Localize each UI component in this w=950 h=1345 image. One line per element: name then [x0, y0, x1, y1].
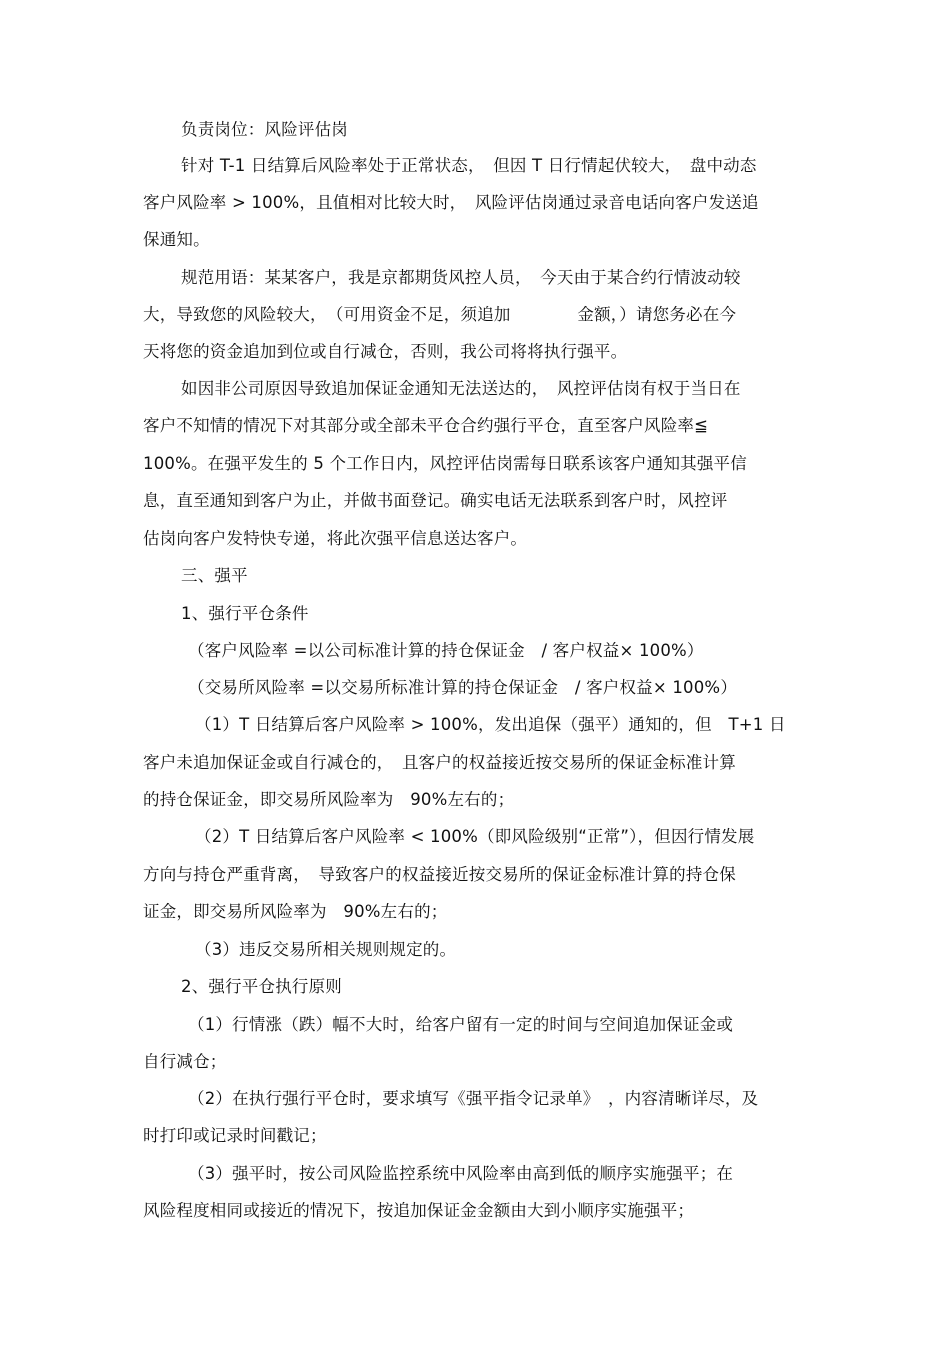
text-line: 客户不知情的情况下对其部分或全部未平仓合约强行平仓，直至客户风险率≦: [143, 416, 709, 435]
subsection-heading: 2、强行平仓执行原则: [181, 977, 342, 996]
text-line: 保通知。: [143, 230, 210, 249]
text-line: （3）强平时，按公司风险监控系统中风险率由高到低的顺序实施强平；在: [188, 1164, 734, 1183]
text-line: 100%。在强平发生的 5 个工作日内，风控评估岗需每日联系该客户通知其强平信: [143, 454, 747, 473]
text-line: 大，导致您的风险较大， （可用资金不足，须追加 金额，）请您务必在今: [143, 305, 737, 324]
text-line: 风险程度相同或接近的情况下，按追加保证金金额由大到小顺序实施强平；: [143, 1201, 695, 1220]
text-line: （2）T 日结算后客户风险率 < 100%（即风险级别“正常”），但因行情发展: [195, 827, 755, 846]
text-line: （3）违反交易所相关规则规定的。: [195, 940, 457, 959]
formula-line: （客户风险率 =以公司标准计算的持仓保证金 / 客户权益× 100%）: [188, 641, 704, 660]
text-line: 针对 T-1 日结算后风险率处于正常状态， 但因 T 日行情起伏较大， 盘中动态: [181, 156, 757, 175]
text-line: （2）在执行强行平仓时，要求填写《强平指令记录单》 ，内容清晰详尽，及: [188, 1089, 759, 1108]
text-line: 天将您的资金追加到位或自行减仓，否则，我公司将将执行强平。: [143, 342, 628, 361]
text-line: 如因非公司原因导致追加保证金通知无法送达的， 风控评估岗有权于当日在: [181, 379, 741, 398]
text-line: 客户风险率 > 100%，且值相对比较大时， 风险评估岗通过录音电话向客户发送追: [143, 193, 759, 212]
text-line: （1）T 日结算后客户风险率 > 100%，发出追保（强平）通知的，但 T+1 日: [195, 715, 786, 734]
section-heading: 三、强平: [181, 566, 248, 585]
text-line: 规范用语：某某客户，我是京都期货风控人员， 今天由于某合约行情波动较: [181, 268, 741, 287]
subsection-heading: 1、强行平仓条件: [181, 604, 309, 623]
text-line: 方向与持仓严重背离， 导致客户的权益接近按交易所的保证金标准计算的持仓保: [143, 865, 736, 884]
text-line: 负责岗位：风险评估岗: [181, 120, 348, 139]
text-line: 息，直至通知到客户为止，并做书面登记。确实电话无法联系到客户时，风控评: [143, 491, 728, 510]
formula-line: （交易所风险率 =以交易所标准计算的持仓保证金 / 客户权益× 100%）: [188, 678, 738, 697]
text-line: （1）行情涨（跌）幅不大时，给客户留有一定的时间与空间追加保证金或: [188, 1015, 734, 1034]
text-line: 时打印或记录时间戳记；: [143, 1126, 327, 1145]
text-line: 证金，即交易所风险率为 90%左右的；: [143, 902, 448, 921]
text-line: 的持仓保证金，即交易所风险率为 90%左右的；: [143, 790, 515, 809]
text-line: 估岗向客户发特快专递，将此次强平信息送达客户。: [143, 529, 528, 548]
text-line: 自行减仓；: [143, 1052, 227, 1071]
text-line: 客户未追加保证金或自行减仓的， 且客户的权益接近按交易所的保证金标准计算: [143, 753, 736, 772]
